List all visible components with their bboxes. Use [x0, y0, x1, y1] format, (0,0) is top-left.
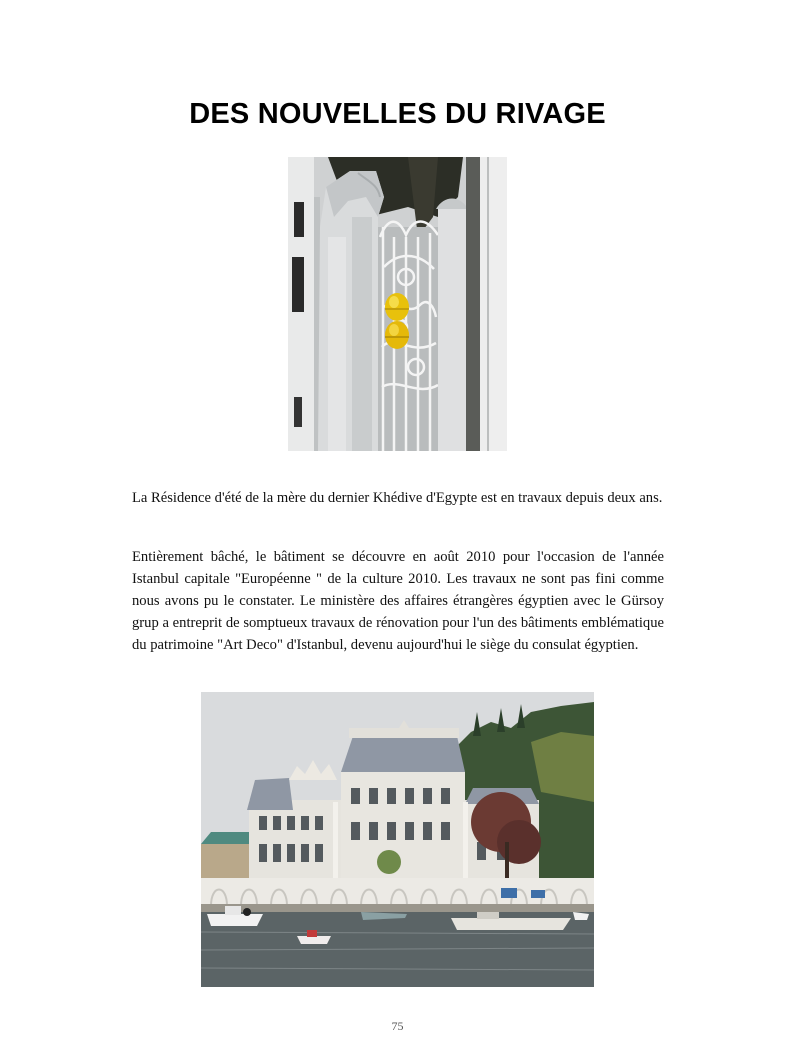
- helmet-bottom: [385, 321, 409, 349]
- page-title: DES NOUVELLES DU RIVAGE: [189, 98, 606, 130]
- paragraph-intro: La Résidence d'été de la mère du dernier Khédive d'Egypte est en travaux depuis deux ans.: [132, 490, 663, 506]
- page-number: 75: [391, 1019, 404, 1033]
- paragraph-description: Entièrement bâché, le bâtiment se découvre en août 2010 pour l'occasion de l'année Istanbul capitale "Européenne " de la culture 2010. Les travaux ne sont pas fini comme nous avons pu le constater. Le ministère des affaires étrangères égyptien avec le Gürsoy grup a entreprit de somptueux travaux de rénovation pour l'un des bâtiments emblématique du patrimoine "Art Deco" d'Istanbul, devenu aujourd'hui le siège du consulat égyptien.: [132, 549, 664, 653]
- helmet-top: [385, 293, 409, 321]
- gate-photo: [288, 157, 507, 451]
- palace-photo: [201, 692, 594, 987]
